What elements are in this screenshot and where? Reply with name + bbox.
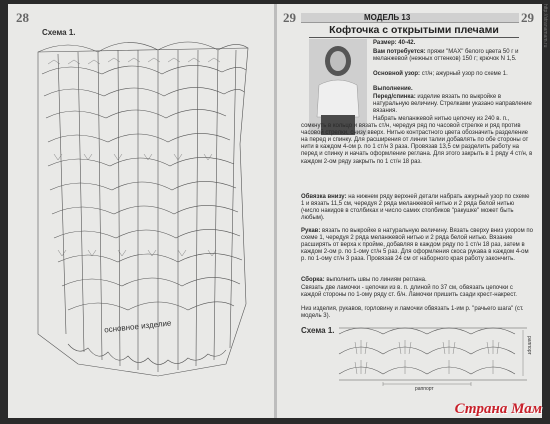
assembly-block: Сборка: выполнить швы по линиям реглана. [301,277,427,283]
front-block: Перед/спинка: изделие вязать по выкройке в натуральную величину. Стрелками указано направление вязания. [373,94,532,115]
body-paragraph-1: Набрать меланжевой нитью цепочку из 240 в. п., сомкнуть в кольцо и вязать ст/н, чередуя ряд по часовой стрелке и ряд против часовой стрелки, снизу вверх. Нитью контрастного цвета обозначить разделение на перед и спинку. Для расширения от линии талии добавлять по обе стороны от нити в каждом 4-ом р. по 1 ст/н 3 раза. Провязав 13,5 см разделить работу на перед и спинку и начать оформление реглана. Для этого закрыть в 1 ряду 4 ст/н, в каждом 2-ом ряду закрыть по 1 ст/н 18 раз. [301,116,533,165]
book-spread [8,4,542,418]
left-page [8,4,274,418]
site-url: http://stranamam.ru [542,4,548,48]
page-title: Кофточка с открытыми плечами [309,24,519,38]
chart-caption: основное изделие [103,318,172,335]
materials-block: Вам потребуется: пряжи "МАХ" белого цвета 50 г и меланжевой (нежных оттенков) 150 г; крючок N 1,5. [373,49,519,63]
pattern-block: Основной узор: ст/н; ажурный узор по схеме 1. [373,71,508,77]
crochet-chart-diagram [8,4,274,418]
watermark-logo: Страна Мам [454,401,542,417]
scheme-label-left: Схема 1. [42,28,76,37]
ties-block: Связать две ламочки - цепочки из в. п. длиной по 37 см, обвязать цепочки с каждой стороны по 1-ому ряду ст. б/н. Ламочки пришить сзади крест-накрест. [301,285,517,299]
finish-block: Низ изделия, рукавов, горловину и ламочки обвязать 1-им р. "рачьего шага" (ст. модель 3). [301,306,524,320]
right-page [277,4,542,418]
page-number-right: 29 [521,10,534,25]
scheme-strip [277,4,542,418]
page-number-left: 28 [16,10,29,25]
scheme-label-right: Схема 1. [301,326,335,335]
rapport-label-side: раппорт [526,336,532,355]
sleeve-block: Рукав: вязать по выкройке в натуральную величину. Вязать сверху вниз узором по схеме 1, чередуя 2 ряда меланжевой нитью и 2 ряда белой нитью. Вязание расширять от верха к пройме, добавляя в каждом ряду по 1 ст/н 18 раз, затем в каждом 2-ом р. по 1-ому ст/н 5 раз. Для оформления скоса рукава в каждом 4-ом р. по 1-ому ст/н 3 раза. Провязав 24 см от наборного края работу закончить. [301,228,533,263]
rapport-label-bottom: раппорт [415,386,434,392]
page-number-right-left: 29 [283,10,296,25]
work-heading: Выполнение. [373,86,413,92]
size-line: Размер: 40-42. [373,40,416,46]
model-label: МОДЕЛЬ 13 [364,13,411,22]
strap-block: Обвязка внизу: на нижнем ряду верхней детали набрать ажурный узор по схеме 1 и вязать 11,5 см, чередуя 2 ряда меланжевой нитью и 2 ряда белой нитью (число накидов в столбиках и число самих столбиков "ракушке" может быть любым). [301,194,530,222]
